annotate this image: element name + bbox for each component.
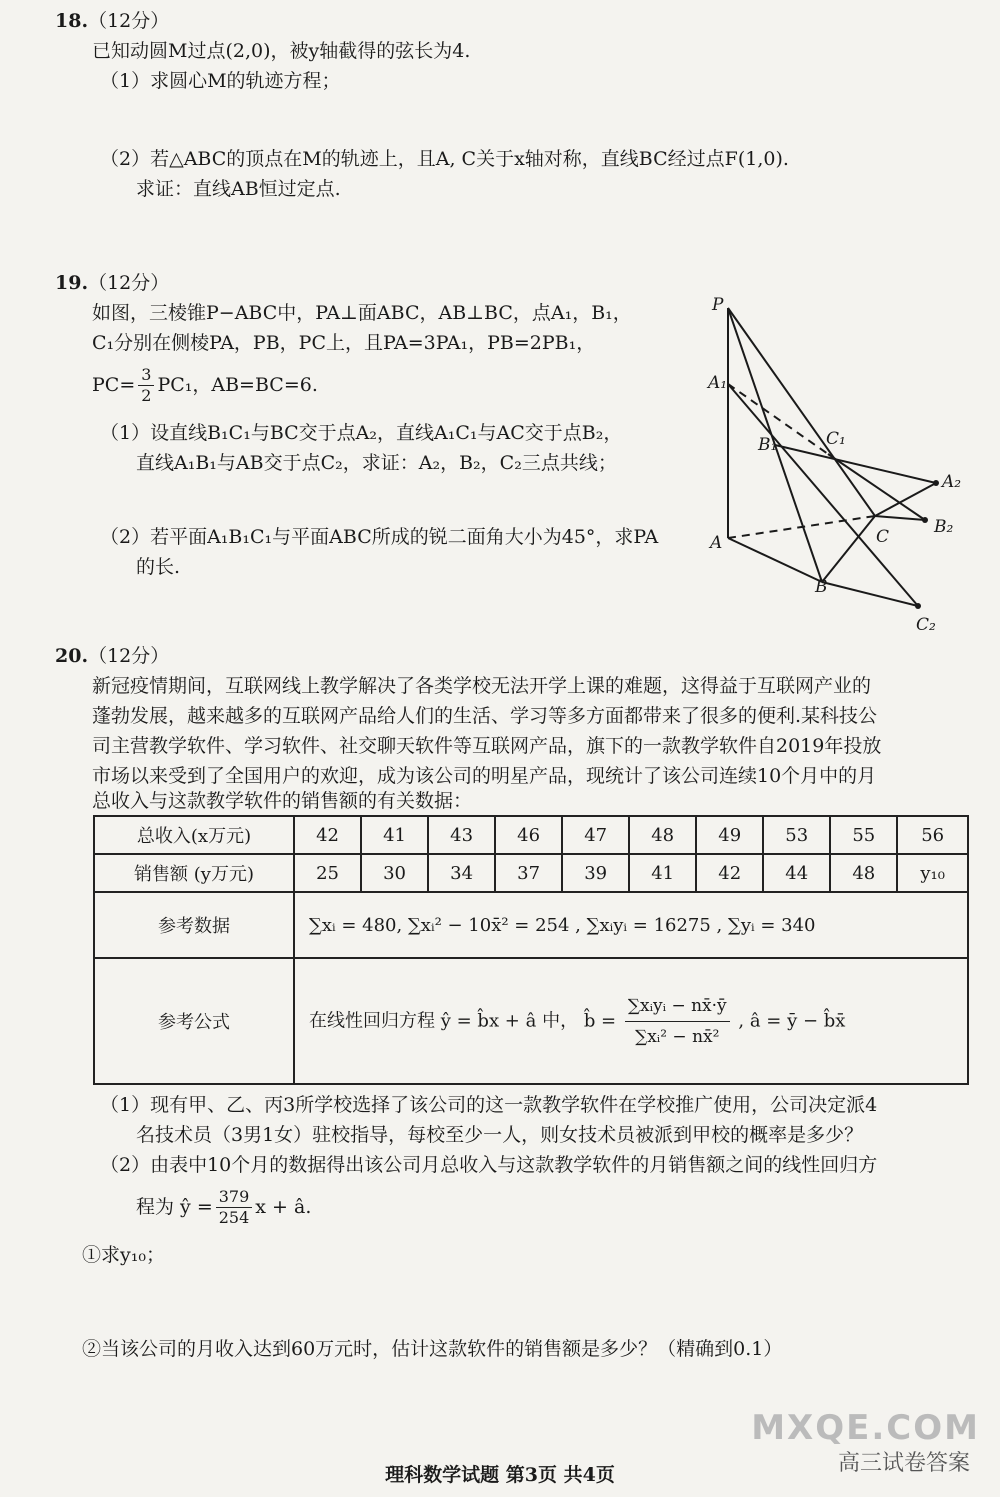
ref-formula-label: 参考公式 (94, 958, 294, 1084)
q19-fraction-den: 2 (141, 385, 152, 405)
q20-part2-post: x + â. (255, 1196, 312, 1218)
q19-fraction (138, 365, 154, 406)
q20-sub2: ②当该公司的月收入达到60万元时，估计这款软件的销售额是多少？（精确到0.1） (82, 1338, 783, 1360)
edge-PC (728, 308, 875, 516)
label-A1: A₁ (708, 373, 728, 393)
label-C1: C₁ (826, 429, 846, 449)
row1-cell: 53 (763, 816, 830, 854)
q19-line3 (92, 360, 318, 410)
edge-AB (728, 538, 822, 582)
label-B: B (815, 577, 828, 597)
q18-header (55, 8, 169, 34)
q20-score: （12分） (88, 645, 170, 667)
row2-cell: y₁₀ (897, 854, 968, 892)
label-A: A (710, 533, 723, 553)
watermark-logo: MXQE.COM (751, 1408, 980, 1448)
q18-score: （12分） (88, 10, 170, 32)
row1-cell: 56 (897, 816, 968, 854)
q19-fraction-num: 3 (138, 365, 154, 386)
q19-line3-pre: PC= (92, 374, 136, 396)
row2-cell: 34 (428, 854, 495, 892)
q20-sub1: ①求y₁₀； (82, 1244, 165, 1266)
q18-part2-line2: 求证：直线AB恒过定点. (136, 178, 341, 200)
row2-label: 销售额 (y万元) (94, 854, 294, 892)
row2-cell: 30 (361, 854, 428, 892)
ref-data-content: ∑xᵢ = 480, ∑xᵢ² − 10x̄² = 254 , ∑xᵢyᵢ = 16275 , ∑yᵢ = 340 (294, 892, 968, 958)
label-B1: B₁ (758, 435, 778, 455)
ref-formula-den: ∑xᵢ² − nx̄² (635, 1026, 720, 1047)
line-CB2 (875, 516, 925, 520)
q19-score: （12分） (88, 272, 170, 294)
q20-part2-line1: （2）由表中10个月的数据得出该公司月总收入与这款教学软件的月销售额之间的线性回归方 (100, 1154, 878, 1176)
row1-cell: 46 (495, 816, 562, 854)
row1-cell: 49 (696, 816, 763, 854)
q20-text-line3: 司主营教学软件、学习软件、社交聊天软件等互联网产品，旗下的一款教学软件自2019年投放 (92, 735, 882, 757)
ref-formula-fraction (625, 991, 730, 1052)
q19-part2-line2: 的长. (136, 556, 181, 578)
page-footer: 理科数学试题 第3页 共4页 (385, 1464, 615, 1486)
q20-part2-den: 254 (218, 1207, 250, 1227)
line-C1B2 (828, 454, 925, 520)
q20-number: 20. (55, 645, 89, 667)
row2-cell: 25 (294, 854, 361, 892)
q19-number: 19. (55, 272, 89, 294)
q19-part1-line2: 直线A₁B₁与AB交于点C₂，求证：A₂，B₂，C₂三点共线； (136, 452, 617, 474)
q20-part2-line2 (136, 1182, 311, 1232)
table-row-ref-data (94, 892, 968, 958)
q18-part2-line1: （2）若△ABC的顶点在M的轨迹上，且A, C关于x轴对称，直线BC经过点F(1,0). (100, 148, 789, 170)
q20-text-line2: 蓬勃发展，越来越多的互联网产品给人们的生活、学习等多方面都带来了很多的便利.某科技公 (92, 705, 878, 727)
label-A2: A₂ (942, 472, 962, 492)
row1-cell: 42 (294, 816, 361, 854)
label-B2: B₂ (934, 517, 954, 537)
q20-text-line1: 新冠疫情期间，互联网线上教学解决了各类学校无法开学上课的难题，这得益于互联网产业的 (92, 675, 872, 697)
table-row-sales (94, 854, 968, 892)
ref-formula-content (294, 958, 968, 1084)
row1-cell: 47 (562, 816, 629, 854)
point-A2 (933, 480, 939, 486)
table-row-ref-formula (94, 958, 968, 1084)
ref-formula-post: , â = ȳ − b̂x̄ (738, 1010, 846, 1031)
q19-line3-post: PC₁，AB=BC=6. (157, 374, 318, 396)
line-CA2 (875, 483, 936, 516)
ref-formula-num: ∑xᵢyᵢ − nx̄·ȳ (625, 991, 730, 1022)
ref-formula-pre: 在线性回归方程 ŷ = b̂x + â 中， (309, 1010, 579, 1031)
q20-text-line5: 总收入与这款教学软件的销售额的有关数据： (92, 790, 473, 812)
label-C2: C₂ (916, 615, 936, 635)
row2-cell: 42 (696, 854, 763, 892)
label-P: P (712, 295, 724, 315)
row2-cell: 39 (562, 854, 629, 892)
q19-part1-line1: （1）设直线B₁C₁与BC交于点A₂，直线A₁C₁与AC交于点B₂， (100, 422, 623, 444)
row1-label: 总收入(x万元) (94, 816, 294, 854)
q20-part2-pre: 程为 ŷ = (136, 1196, 213, 1218)
edge-BC2 (822, 582, 918, 606)
q19-line2: C₁分别在侧棱PA，PB，PC上，且PA=3PA₁，PB=2PB₁， (92, 332, 596, 354)
line-B1C1A2 (775, 445, 936, 483)
row2-cell: 41 (629, 854, 696, 892)
q18-part1: （1）求圆心M的轨迹方程； (100, 70, 341, 92)
q19-part2-line1: （2）若平面A₁B₁C₁与平面ABC所成的锐二面角大小为45°，求PA (100, 526, 659, 548)
q20-part2-num: 379 (216, 1187, 253, 1208)
q20-part1-line2: 名技术员（3男1女）驻校指导，每校至少一人，则女技术员被派到甲校的概率是多少？ (136, 1124, 864, 1146)
point-C2 (915, 603, 921, 609)
watermark-text: 高三试卷答案 (837, 1451, 970, 1476)
row2-cell: 37 (495, 854, 562, 892)
tetrahedron-figure (700, 290, 990, 640)
q18-stem: 已知动圆M过点(2,0)，被y轴截得的弦长为4. (92, 40, 471, 62)
q20-text-line4: 市场以来受到了全国用户的欢迎，成为该公司的明星产品，现统计了该公司连续10个月中的月 (92, 765, 877, 787)
q20-data-table (93, 815, 969, 1085)
row1-cell: 55 (830, 816, 897, 854)
ref-formula-b: b̂ = (583, 1010, 617, 1031)
row1-cell: 41 (361, 816, 428, 854)
label-C: C (876, 527, 890, 547)
q18-number: 18. (55, 10, 89, 32)
q19-header (55, 270, 169, 296)
row2-cell: 48 (830, 854, 897, 892)
ref-data-label: 参考数据 (94, 892, 294, 958)
q19-line1: 如图，三棱锥P−ABC中，PA⊥面ABC，AB⊥BC，点A₁，B₁， (92, 302, 632, 324)
q20-part2-fraction (216, 1187, 253, 1228)
row1-cell: 43 (428, 816, 495, 854)
point-B2 (922, 517, 928, 523)
table-row-income (94, 816, 968, 854)
row1-cell: 48 (629, 816, 696, 854)
q20-header (55, 643, 169, 669)
q20-part1-line1: （1）现有甲、乙、丙3所学校选择了该公司的这一款教学软件在学校推广使用，公司决定派4 (100, 1094, 878, 1116)
row2-cell: 44 (763, 854, 830, 892)
